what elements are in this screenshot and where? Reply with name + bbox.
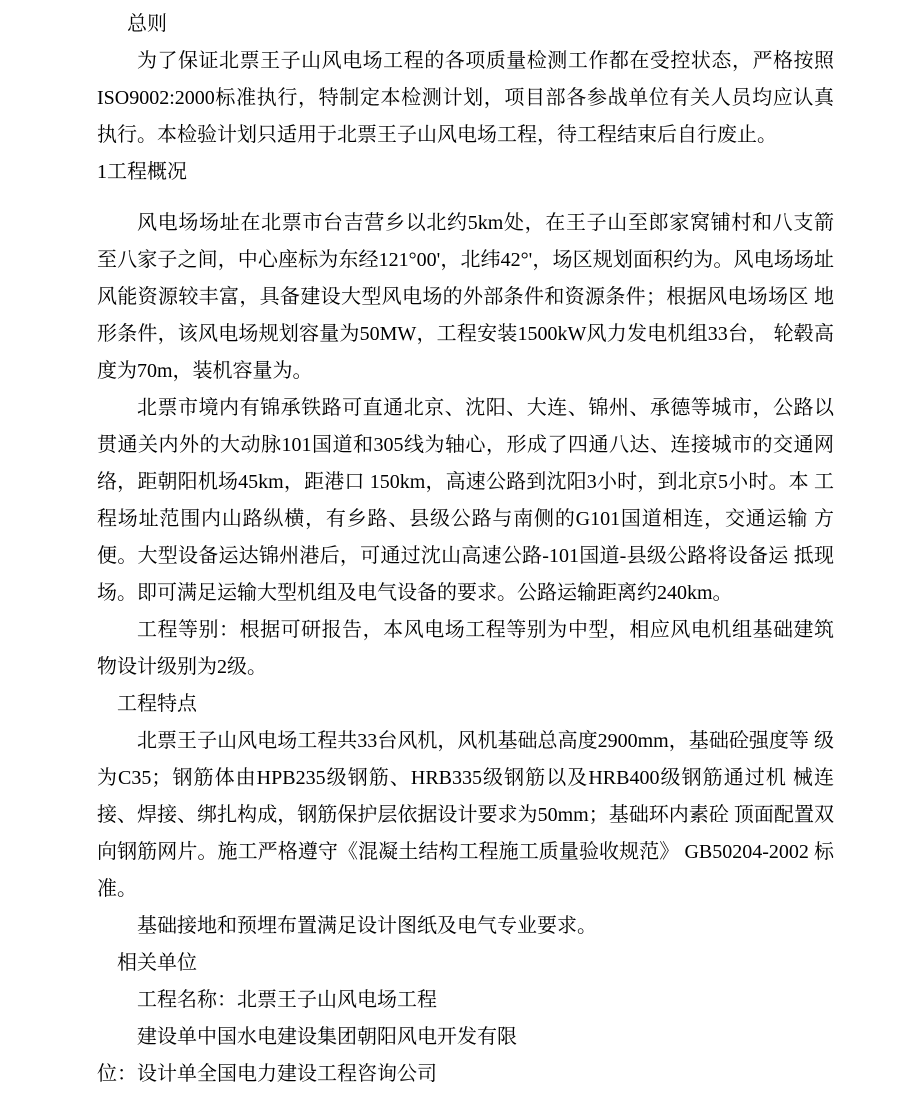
para-project-name: 工程名称：北票王子山风电场工程 — [137, 989, 437, 1011]
para-grounding-requirements: 基础接地和预埋布置满足设计图纸及电气专业要求。 — [137, 915, 597, 937]
heading-project-overview: 1工程概况 — [97, 161, 187, 183]
heading-related-units: 相关单位 — [117, 952, 197, 974]
para-site-location: 风电场场址在北票市台吉营乡以北约5km处，在王子山至郎家窝铺村和八支箭 至八家子之间，中心座标为东经121°00'，北纬42°'，场区规划面积约为。风电场场址风能资源较丰富，具备建设大型风电场的外部条件和资源条件；根据风电场场区 地形条件，该风电场规划容量为50MW，工程安装1500kW风力发电机组33台， 轮毂高度为70m，装机容量为。 — [97, 212, 834, 382]
para-design-unit: 位：设计单全国电力建设工程咨询公司 — [97, 1063, 437, 1085]
para-project-grade: 工程等别：根据可研报告，本风电场工程等别为中型，相应风电机组基础建筑物设计级别为2级。 — [97, 619, 834, 678]
para-transportation: 北票市境内有锦承铁路可直通北京、沈阳、大连、锦州、承德等城市，公路以贯通关内外的大动脉101国道和305线为轴心，形成了四通八达、连接城市的交通网 络，距朝阳机场45km，距港口 150km，高速公路到沈阳3小时，到北京5小时。本 工程场址范围内山路纵横，有乡路、县级公路与南侧的G101国道相连，交通运输 方便。大型设备运达锦州港后，可通过沈山高速公路-101国道-县级公路将设备运 抵现场。即可满足运输大型机组及电气设备的要求。公路运输距离约240km。 — [97, 397, 834, 604]
para-project-features-detail: 北票王子山风电场工程共33台风机，风机基础总高度2900mm，基础砼强度等 级为C35；钢筋体由HPB235级钢筋、HRB335级钢筋以及HRB400级钢筋通过机 械连接、焊接、绑扎构成，钢筋保护层依据设计要求为50mm；基础环内素砼 顶面配置双向钢筋网片。施工严格遵守《混凝土结构工程施工质量验收规范》 GB50204-2002 标准。 — [97, 730, 834, 900]
heading-general-provisions: 总则 — [127, 13, 167, 35]
para-plan-purpose: 为了保证北票王子山风电场工程的各项质量检测工作都在受控状态，严格按照ISO9002:2000标准执行，特制定本检测计划，项目部各参战单位有关人员均应认真执行。本检验计划只适用于北票王子山风电场工程，待工程结束后自行废止。 — [97, 50, 834, 146]
para-construction-unit: 建设单中国水电建设集团朝阳风电开发有限 — [137, 1026, 517, 1048]
heading-project-features: 工程特点 — [117, 693, 197, 715]
